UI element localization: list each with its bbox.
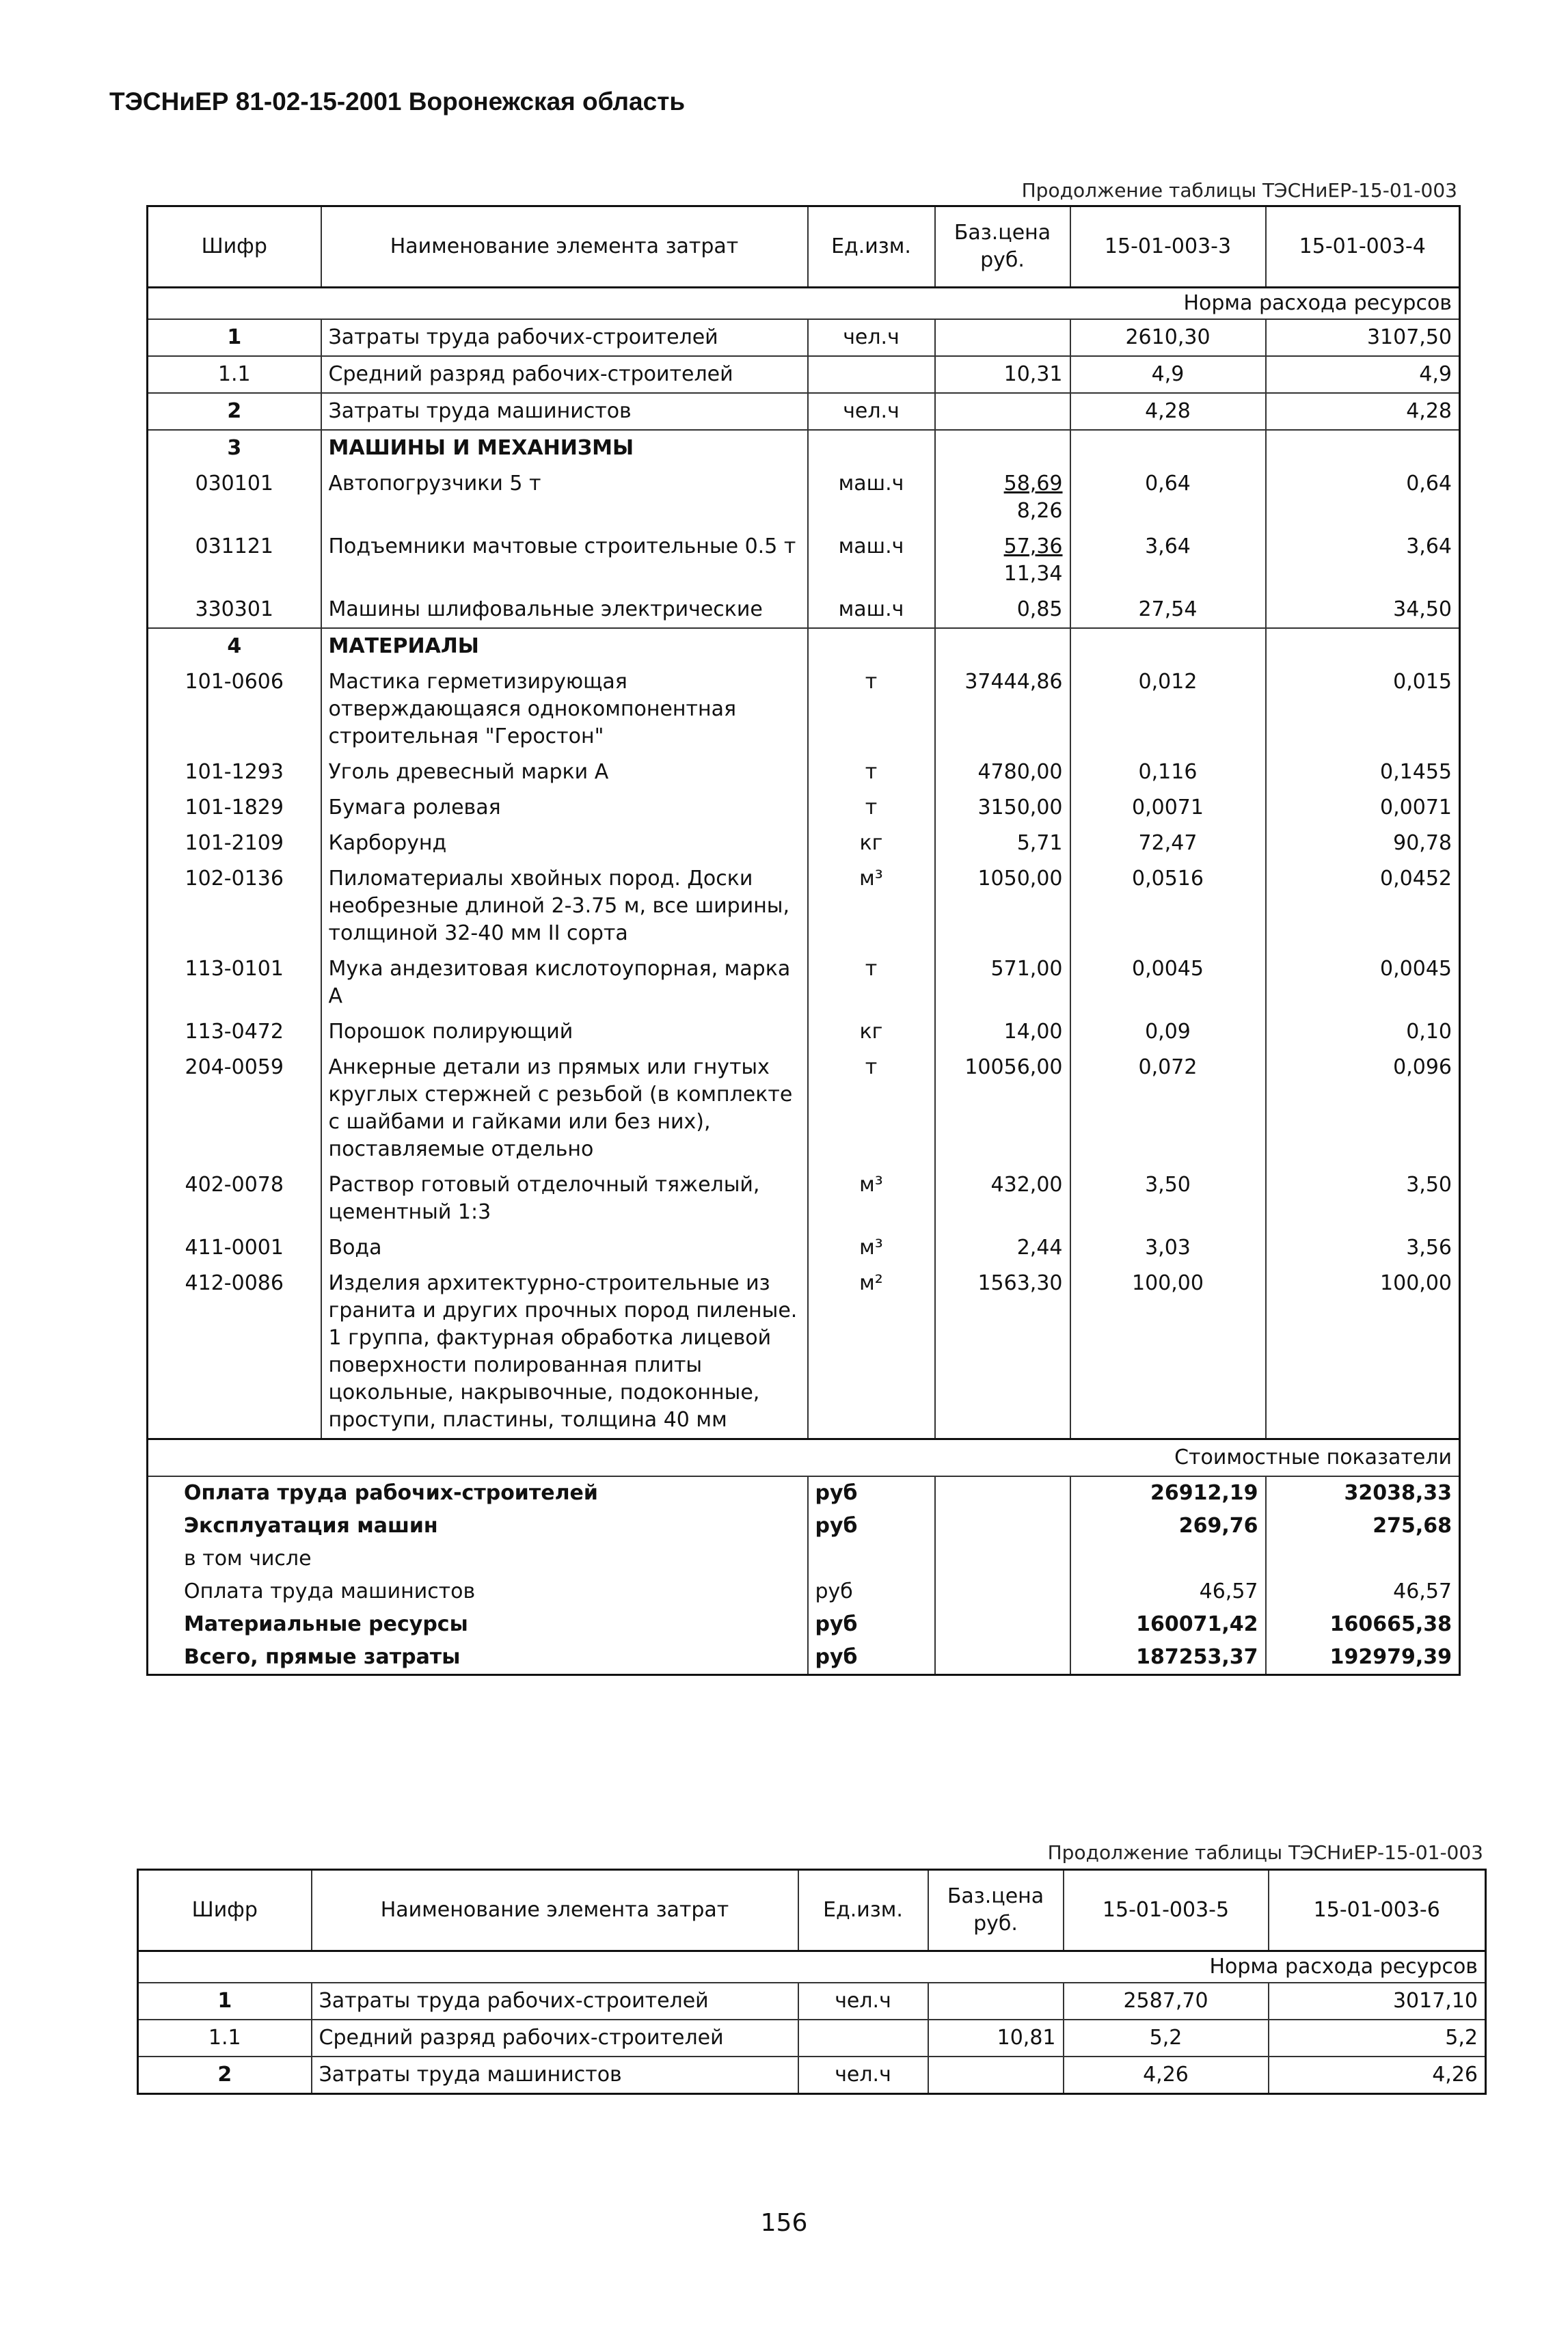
row-value-a: 0,072 (1070, 1050, 1266, 1167)
table-row (148, 628, 1460, 664)
row-value-b (1266, 430, 1460, 466)
row-code: 3 (148, 430, 321, 466)
row-name: Затраты труда рабочих-строителей (312, 1983, 798, 2020)
row-unit: маш.ч (808, 529, 935, 592)
summary-row (148, 1476, 1460, 1510)
row-code: 4 (148, 628, 321, 664)
row-name: Машины шлифовальные электрические (321, 592, 808, 628)
row-value-a: 3,03 (1070, 1230, 1266, 1266)
summary-value-a: 160071,42 (1070, 1608, 1266, 1641)
row-value-b: 0,0045 (1266, 951, 1460, 1014)
summary-unit (808, 1543, 935, 1575)
row-code: 2 (138, 2057, 312, 2094)
row-value-b: 0,64 (1266, 466, 1460, 529)
norm-label: Норма расхода ресурсов (148, 288, 1460, 320)
table-continuation-label-2: Продолжение таблицы ТЭСНиЕР-15-01-003 (1047, 1841, 1483, 1864)
row-price (928, 1983, 1064, 2020)
row-price-main: 3150,00 (977, 796, 1063, 819)
row-value-a (1070, 430, 1266, 466)
header-price: Баз.цена руб. (928, 1870, 1064, 1951)
row-unit: кг (808, 1014, 935, 1050)
summary-price-empty (935, 1476, 1070, 1510)
table-row (148, 466, 1460, 529)
row-price-main: 10,31 (1003, 362, 1063, 386)
row-name: Раствор готовый отделочный тяжелый, цементный 1:3 (321, 1167, 808, 1230)
row-unit: м³ (808, 1230, 935, 1266)
row-code: 204-0059 (148, 1050, 321, 1167)
row-unit: чел.ч (808, 393, 935, 430)
row-name: Затраты труда рабочих-строителей (321, 319, 808, 356)
cost-label: Стоимостные показатели (148, 1439, 1460, 1477)
row-unit (808, 628, 935, 664)
document-title: ТЭСНиЕР 81-02-15-2001 Воронежская область (109, 87, 686, 116)
row-unit: маш.ч (808, 592, 935, 628)
row-name: Средний разряд рабочих-строителей (321, 356, 808, 393)
summary-value-a: 187253,37 (1070, 1641, 1266, 1675)
row-name: Мука андезитовая кислотоупорная, марка А (321, 951, 808, 1014)
summary-value-b: 46,57 (1266, 1575, 1460, 1608)
row-price (935, 430, 1070, 466)
row-price-main: 10,81 (997, 2026, 1056, 2050)
row-price (928, 2020, 1064, 2057)
table-row (148, 664, 1460, 755)
summary-row (148, 1608, 1460, 1641)
table-row (148, 1167, 1460, 1230)
table-row (148, 755, 1460, 790)
row-value-a: 4,28 (1070, 393, 1266, 430)
row-name: Анкерные детали из прямых или гнутых круглых стержней с резьбой (в комплекте с шайбами и гайками или без них), поставляемые отдельно (321, 1050, 808, 1167)
summary-label: в том числе (148, 1543, 808, 1575)
row-price-main: 14,00 (1003, 1020, 1063, 1044)
row-unit: т (808, 664, 935, 755)
row-name: Затраты труда машинистов (312, 2057, 798, 2094)
row-unit: т (808, 951, 935, 1014)
summary-value-b: 275,68 (1266, 1510, 1460, 1543)
row-value-b: 3017,10 (1269, 1983, 1486, 2020)
row-value-b: 0,0452 (1266, 861, 1460, 951)
table-row (148, 430, 1460, 466)
row-code: 101-1293 (148, 755, 321, 790)
row-price-main: 37444,86 (964, 670, 1063, 694)
row-name: Порошок полирующий (321, 1014, 808, 1050)
table-row (148, 592, 1460, 628)
row-name: Уголь древесный марки А (321, 755, 808, 790)
row-value-a: 27,54 (1070, 592, 1266, 628)
summary-value-b (1266, 1543, 1460, 1575)
row-value-b (1266, 628, 1460, 664)
table-row (148, 826, 1460, 861)
row-value-a: 4,26 (1064, 2057, 1269, 2094)
table-row (148, 393, 1460, 430)
row-name: Подъемники мачтовые строительные 0.5 т (321, 529, 808, 592)
row-value-b: 34,50 (1266, 592, 1460, 628)
row-value-a: 3,50 (1070, 1167, 1266, 1230)
row-name: Мастика герметизирующая отверждающаяся однокомпонентная строительная "Геростон" (321, 664, 808, 755)
table-row (148, 1230, 1460, 1266)
row-value-a: 0,09 (1070, 1014, 1266, 1050)
row-value-b: 4,28 (1266, 393, 1460, 430)
row-code: 412-0086 (148, 1266, 321, 1439)
table-row (148, 1014, 1460, 1050)
row-value-a: 0,0045 (1070, 951, 1266, 1014)
table-row (138, 2020, 1486, 2057)
summary-price-empty (935, 1510, 1070, 1543)
summary-label: Оплата труда машинистов (148, 1575, 808, 1608)
row-name: МАТЕРИАЛЫ (321, 628, 808, 664)
row-code: 402-0078 (148, 1167, 321, 1230)
row-code: 030101 (148, 466, 321, 529)
row-price-main: 0,85 (1016, 597, 1063, 621)
row-code: 113-0472 (148, 1014, 321, 1050)
row-value-a: 0,116 (1070, 755, 1266, 790)
row-price (935, 1050, 1070, 1167)
row-unit (798, 2020, 928, 2057)
row-code: 113-0101 (148, 951, 321, 1014)
row-value-a: 72,47 (1070, 826, 1266, 861)
table-body (148, 319, 1460, 1439)
row-price (935, 529, 1070, 592)
header-code: Шифр (138, 1870, 312, 1951)
row-value-a: 4,9 (1070, 356, 1266, 393)
row-name: Затраты труда машинистов (321, 393, 808, 430)
row-name: Средний разряд рабочих-строителей (312, 2020, 798, 2057)
table-row (148, 1050, 1460, 1167)
row-price (935, 628, 1070, 664)
row-value-b: 4,9 (1266, 356, 1460, 393)
table-row (148, 861, 1460, 951)
row-value-b: 0,10 (1266, 1014, 1460, 1050)
row-name: Вода (321, 1230, 808, 1266)
summary-body (148, 1439, 1460, 1675)
row-value-a (1070, 628, 1266, 664)
header-price: Баз.цена руб. (935, 206, 1070, 288)
row-value-a: 0,0516 (1070, 861, 1266, 951)
row-unit: м² (808, 1266, 935, 1439)
summary-unit: руб (808, 1476, 935, 1510)
row-price (935, 755, 1070, 790)
header-col-a: 15-01-003-5 (1064, 1870, 1269, 1951)
row-unit: т (808, 1050, 935, 1167)
row-value-a: 2587,70 (1064, 1983, 1269, 2020)
row-name: МАШИНЫ И МЕХАНИЗМЫ (321, 430, 808, 466)
table-row (148, 529, 1460, 592)
row-code: 330301 (148, 592, 321, 628)
row-value-b: 0,0071 (1266, 790, 1460, 826)
row-price (935, 393, 1070, 430)
row-code: 2 (148, 393, 321, 430)
row-price (928, 2057, 1064, 2094)
row-price (935, 1014, 1070, 1050)
summary-price-empty (935, 1608, 1070, 1641)
table-header-row (148, 206, 1460, 288)
row-price-operator: 8,26 (1016, 499, 1063, 523)
page-number: 156 (760, 2209, 808, 2237)
row-code: 411-0001 (148, 1230, 321, 1266)
row-price (935, 790, 1070, 826)
table-row (138, 1983, 1486, 2020)
summary-price-empty (935, 1641, 1070, 1675)
row-value-b: 3,50 (1266, 1167, 1460, 1230)
row-value-b: 90,78 (1266, 826, 1460, 861)
row-price (935, 1266, 1070, 1439)
row-code: 1.1 (138, 2020, 312, 2057)
row-code: 102-0136 (148, 861, 321, 951)
summary-row (148, 1510, 1460, 1543)
row-price-main: 4780,00 (977, 760, 1063, 784)
summary-value-a: 26912,19 (1070, 1476, 1266, 1510)
summary-row (148, 1543, 1460, 1575)
row-value-a: 0,012 (1070, 664, 1266, 755)
row-value-a: 5,2 (1064, 2020, 1269, 2057)
summary-label: Оплата труда рабочих-строителей (148, 1476, 808, 1510)
header-unit: Ед.изм. (808, 206, 935, 288)
summary-value-a (1070, 1543, 1266, 1575)
resource-table-1 (146, 205, 1461, 1676)
row-code: 1.1 (148, 356, 321, 393)
row-name: Автопогрузчики 5 т (321, 466, 808, 529)
row-price (935, 951, 1070, 1014)
row-unit (808, 356, 935, 393)
row-price-main: 10056,00 (964, 1055, 1063, 1079)
row-unit (808, 430, 935, 466)
row-value-b: 0,096 (1266, 1050, 1460, 1167)
row-value-b: 3107,50 (1266, 319, 1460, 356)
table-row (148, 790, 1460, 826)
row-name: Карборунд (321, 826, 808, 861)
row-price (935, 826, 1070, 861)
table-continuation-label: Продолжение таблицы ТЭСНиЕР-15-01-003 (1021, 179, 1457, 202)
row-value-a: 100,00 (1070, 1266, 1266, 1439)
header-col-b: 15-01-003-6 (1269, 1870, 1486, 1951)
table-header-row-2 (138, 1870, 1486, 1951)
header-col-b: 15-01-003-4 (1266, 206, 1460, 288)
row-value-b: 4,26 (1269, 2057, 1486, 2094)
row-value-a: 0,64 (1070, 466, 1266, 529)
row-value-b: 3,64 (1266, 529, 1460, 592)
row-price-main: 2,44 (1016, 1236, 1063, 1260)
table-row (148, 356, 1460, 393)
row-unit: кг (808, 826, 935, 861)
row-code: 101-2109 (148, 826, 321, 861)
table-row (148, 319, 1460, 356)
row-price (935, 356, 1070, 393)
row-name: Пиломатериалы хвойных пород. Доски необрезные длиной 2-3.75 м, все ширины, толщиной 32-40 мм II сорта (321, 861, 808, 951)
row-name: Бумага ролевая (321, 790, 808, 826)
row-price-main: 571,00 (990, 957, 1063, 981)
summary-value-b: 192979,39 (1266, 1641, 1460, 1675)
row-name: Изделия архитектурно-строительные из гранита и других прочных пород пиленые. 1 группа, фактурная обработка лицевой поверхности полированная плиты цокольные, накрывочные, подоконные, проступи, пластины, толщина 40 мм (321, 1266, 808, 1439)
table-row (148, 951, 1460, 1014)
row-value-b: 5,2 (1269, 2020, 1486, 2057)
row-value-b: 3,56 (1266, 1230, 1460, 1266)
row-price-main: 1050,00 (977, 867, 1063, 891)
row-price-main: 58,69 (1003, 472, 1063, 496)
row-value-b: 0,1455 (1266, 755, 1460, 790)
row-price (935, 592, 1070, 628)
row-unit: т (808, 790, 935, 826)
row-code: 031121 (148, 529, 321, 592)
summary-value-a: 46,57 (1070, 1575, 1266, 1608)
norm-label-2: Норма расхода ресурсов (138, 1951, 1486, 1983)
row-value-a: 0,0071 (1070, 790, 1266, 826)
table-row (148, 1266, 1460, 1439)
row-unit: чел.ч (808, 319, 935, 356)
row-value-b: 100,00 (1266, 1266, 1460, 1439)
summary-unit: руб (808, 1608, 935, 1641)
header-name: Наименование элемента затрат (321, 206, 808, 288)
row-unit: м³ (808, 1167, 935, 1230)
row-price-operator: 11,34 (1003, 562, 1063, 586)
summary-row (148, 1575, 1460, 1608)
summary-unit: руб (808, 1575, 935, 1608)
row-code: 101-0606 (148, 664, 321, 755)
summary-label: Эксплуатация машин (148, 1510, 808, 1543)
row-price (935, 466, 1070, 529)
row-price-main: 432,00 (990, 1173, 1063, 1197)
row-unit: маш.ч (808, 466, 935, 529)
header-code: Шифр (148, 206, 321, 288)
row-value-a: 3,64 (1070, 529, 1266, 592)
summary-price-empty (935, 1575, 1070, 1608)
row-unit: чел.ч (798, 1983, 928, 2020)
row-code: 1 (148, 319, 321, 356)
row-price-main: 5,71 (1016, 831, 1063, 855)
summary-unit: руб (808, 1510, 935, 1543)
row-unit: т (808, 755, 935, 790)
row-price (935, 861, 1070, 951)
table-body-2 (138, 1983, 1486, 2094)
resource-table-2 (137, 1869, 1487, 2095)
row-code: 101-1829 (148, 790, 321, 826)
summary-label: Материальные ресурсы (148, 1608, 808, 1641)
row-price (935, 664, 1070, 755)
header-unit: Ед.изм. (798, 1870, 928, 1951)
header-name: Наименование элемента затрат (312, 1870, 798, 1951)
table-row (138, 2057, 1486, 2094)
summary-value-b: 32038,33 (1266, 1476, 1460, 1510)
row-price (935, 1167, 1070, 1230)
row-code: 1 (138, 1983, 312, 2020)
summary-value-b: 160665,38 (1266, 1608, 1460, 1641)
row-price (935, 319, 1070, 356)
row-price (935, 1230, 1070, 1266)
summary-unit: руб (808, 1641, 935, 1675)
row-value-b: 0,015 (1266, 664, 1460, 755)
summary-row (148, 1641, 1460, 1675)
summary-price-empty (935, 1543, 1070, 1575)
summary-label: Всего, прямые затраты (148, 1641, 808, 1675)
row-price-main: 1563,30 (977, 1271, 1063, 1295)
row-price-main: 57,36 (1003, 534, 1063, 558)
row-value-a: 2610,30 (1070, 319, 1266, 356)
row-unit: м³ (808, 861, 935, 951)
summary-value-a: 269,76 (1070, 1510, 1266, 1543)
header-col-a: 15-01-003-3 (1070, 206, 1266, 288)
row-unit: чел.ч (798, 2057, 928, 2094)
